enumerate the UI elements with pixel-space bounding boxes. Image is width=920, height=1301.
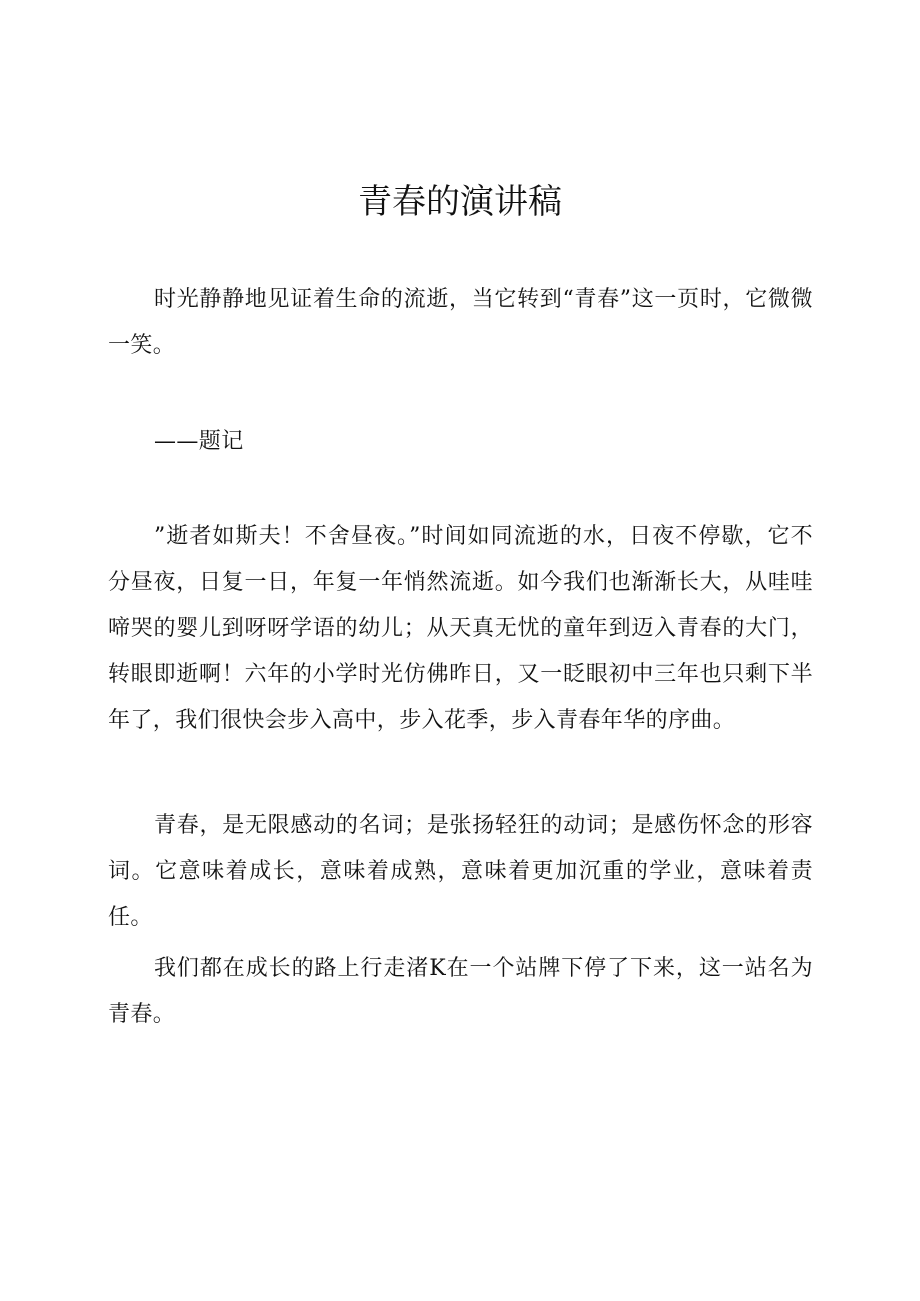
document-title: 青春的演讲稿 <box>358 182 562 222</box>
body-paragraph: 青春，是无限感动的名词；是张扬轻狂的动词；是感伤怀念的形容词。它意味着成长，意味着成熟，意味着更加沉重的学业，意味着责任。 <box>108 813 813 930</box>
body-paragraph: ”逝者如斯夫！不舍昼夜。”时间如同流逝的水，日夜不停歇，它不分昼夜，日复一日，年复一年悄然流逝。如今我们也渐渐长大，从哇哇啼哭的婴儿到呀呀学语的幼儿；从天真无忧的童年到迈入青春的大门，转眼即逝啊！六年的小学时光仿佛昨日，又一眨眼初中三年也只剩下半年了，我们很快会步入高中，步入花季，步入青春年华的序曲。 <box>108 524 813 733</box>
body-paragraph: 我们都在成长的路上行走渚K在一个站牌下停了下来，这一站名为青春。 <box>108 956 813 1027</box>
epigraph-attribution: ——题记 <box>154 429 244 454</box>
epigraph-paragraph: 时光静静地见证着生命的流逝，当它转到“青春”这一页时，它微微一笑。 <box>108 287 813 358</box>
